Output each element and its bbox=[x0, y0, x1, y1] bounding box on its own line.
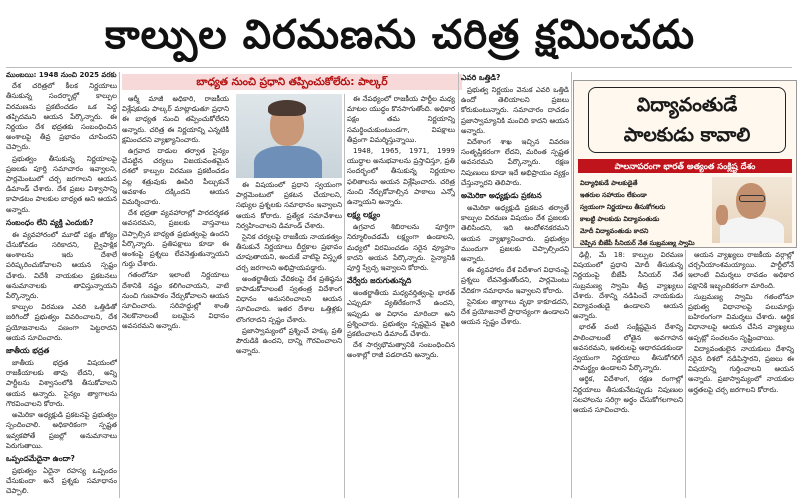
photo-hand bbox=[716, 205, 728, 225]
subheading: ఎవరి ఒత్తిడి? bbox=[461, 73, 501, 82]
paragraph: ఆర్మీ మాజీ అధికారి, రాజకీయ విశ్లేషకుడు పాల్కర్ మాట్లాడుతూ ప్రధాని ఈ బాధ్యత నుంచి తప్పించుకోలేరని అన్నారు. చరిత్ర ఈ నిర్ణయాన్ని ఎన్నటికీ క్షమించదని వ్యాఖ్యానించారు. bbox=[122, 95, 229, 144]
box-point: చెప్పిన బీజేపీ సీనియర్ నేత సుబ్రమణ్య స్వామి bbox=[580, 239, 695, 247]
photo-shirt bbox=[254, 146, 322, 178]
box-subheading: పాలనాపరంగా భారత్ అత్యంత సంక్లిష్ట దేశం bbox=[578, 159, 792, 173]
pull-quote bbox=[588, 87, 786, 153]
headline: కాల్పుల విరమణను చరిత్ర క్షమించదు bbox=[104, 12, 696, 58]
sub-headline: బాధ్యత నుంచి ప్రధాని తప్పించుకోలేరు: పాల్కర్ bbox=[122, 74, 462, 90]
paragraph: ఈ విషయంలో ప్రధాని స్వయంగా పార్లమెంటులో ప్రకటన చేయాలని, సభ్యుల ప్రశ్నలకు సమాధానం ఇవ్వాలని ఆయన కోరారు. ప్రత్యేక సమావేశాలు నిర్వహించాలని డిమాండ్ చేశారు. bbox=[236, 181, 342, 230]
paragraph: ఆయన వ్యాఖ్యలు రాజకీయ వర్గాల్లో చర్చనీయాంశమయ్యాయి. పార్టీలోనే ఇలాంటి విమర్శలు రావడం అధికార పక్షానికి ఇబ్బందికరంగా మారింది. bbox=[688, 251, 794, 290]
paragraph: ప్రభుత్వం తీసుకున్న నిర్ణయాలపై ప్రజలకు పూర్తి సమాచారం ఇవ్వాలని, పార్లమెంటులో చర్చ జరగాలని ఆయన డిమాండ్ చేశారు. దేశ ప్రజల విశ్వాసాన్ని కాపాడటం పాలకుల బాధ్యత అని ఆయన అన్నారు. bbox=[6, 154, 117, 214]
subheading: లక్ష్య లక్ష్యం bbox=[347, 210, 381, 220]
column-divider bbox=[571, 72, 572, 498]
quote-box bbox=[573, 80, 797, 248]
paragraph: సుబ్రమణ్య స్వామి గతంలోనూ ప్రభుత్వ విధానాలపై పలుమార్లు బహిరంగంగా విమర్శలు చేశారు. ఆర్థిక విధానాలపై ఆయన చేసిన వ్యాఖ్యలు అప్పట్లో సంచలనం సృష్టించాయి. bbox=[688, 292, 794, 342]
paragraph: అమెరికా అధ్యక్షుడి ప్రకటన తర్వాతే కాల్పుల విరమణ విషయం దేశ ప్రజలకు తెలిసిందని, ఇది ఆందోళనకరమని ఆయన వ్యాఖ్యానించారు. ప్రభుత్వం ముందుగా ప్రజలకు చెప్పాల్సిందని అన్నారు. bbox=[461, 204, 569, 264]
column-divider bbox=[685, 250, 686, 498]
column-divider bbox=[458, 72, 459, 498]
box-point: విద్యాధికుడే పాలకుడైతే bbox=[580, 179, 638, 187]
column-divider bbox=[344, 94, 345, 498]
subheading: అమెరికా అధ్యక్షుడు ప్రకటన bbox=[461, 191, 542, 201]
subheading: జాతీయ భద్రత bbox=[6, 346, 50, 356]
headline-rule bbox=[6, 67, 792, 68]
paragraph: జాతీయ భద్రత విషయంలో రాజకీయాలకు తావు లేదని, అన్ని పార్టీలను విశ్వాసంలోకి తీసుకోవాలని ఆయన అన్నారు. సైన్యం త్యాగాలను గౌరవించాలని కోరారు. bbox=[6, 359, 117, 408]
article-column-5 bbox=[461, 70, 569, 498]
paragraph: సైనికుల త్యాగాలు వృథా కాకూడదని, దేశ ప్రయోజనాలే ప్రాధాన్యంగా ఉండాలని ఆయన స్పష్టం చేశారు. bbox=[461, 297, 569, 327]
paragraph: దేశ చరిత్రలో కీలక నిర్ణయాలు తీసుకున్న సందర్భాల్లో కాల్పుల విరమణను ప్రకటించడం ఒక పెద్ద తప్పిదమని ఆయన పేర్కొన్నారు. ఈ నిర్ణయం దేశ భద్రతకు సంబంధించిన అంశాలపై తీవ్ర ప్రభావం చూపిందని చెప్పారు. bbox=[6, 82, 117, 152]
pull-quote-line: పాలకుడు కావాలి bbox=[623, 124, 751, 146]
paragraph: ఈ వ్యవహారం దేశ విదేశాంగ విధానంపై ప్రశ్నలు లేవనెత్తుతోందని, పార్లమెంటు వేదికగా సమాధానం ఇవ్వాలని కోరారు. bbox=[461, 266, 569, 295]
paragraph: అంతర్జాతీయ మధ్యవర్తిత్వంపై భారత్ ఎప్పుడూ వ్యతిరేకంగానే ఉందని, ఇప్పుడు ఆ విధానం మారిందా అని ప్రశ్నించారు. ప్రభుత్వం స్పష్టమైన వైఖరి ప్రకటించాలని డిమాండ్ చేశారు. bbox=[347, 289, 455, 339]
placeline: ముంబయి: 1948 నుంచి 2025 వరకు bbox=[6, 71, 117, 79]
article-column-1 bbox=[6, 70, 117, 498]
paragraph: దేశ భద్రతా వ్యవహారాల్లో పారదర్శకత అవసరమని, ప్రజలకు వాస్తవాలు చెప్పాల్సిన బాధ్యత ప్రభుత్వంపై ఉందని పేర్కొన్నారు. ప్రతిపక్షాలు కూడా ఈ అంశంపై ప్రశ్నలు లేవనెత్తుతున్నాయని గుర్తు చేశారు. bbox=[122, 209, 229, 269]
box-point: కాబట్టి పాలకుడు విద్యావంతుడు bbox=[580, 215, 660, 223]
column-divider bbox=[119, 72, 120, 498]
box-points bbox=[580, 177, 706, 248]
subheading: వేర్వేరు జరుగుతున్నది bbox=[347, 276, 412, 286]
paragraph: ప్రజాస్వామ్యంలో ప్రశ్నించే హక్కు ప్రతి పౌరుడికి ఉందని, దాన్ని గౌరవించాలని అన్నారు. bbox=[236, 326, 342, 356]
paragraph: అమెరికా అధ్యక్షుడి ప్రకటనపై ప్రభుత్వం స్పందించాలి. అధికారికంగా స్పష్టత ఇవ్వకపోతే ప్రజల్లో అనుమానాలు పెరుగుతాయి. bbox=[6, 411, 117, 450]
photo-shirt bbox=[720, 217, 784, 243]
paragraph: గతంలోనూ ఇలాంటి నిర్ణయాలు దేశానికి నష్టం కలిగించాయని, వాటి నుంచి గుణపాఠం నేర్చుకోవాలని ఆయన సూచించారు. సరిహద్దుల్లో శాంతి నెలకొనాలంటే బలమైన విధానం అవసరమని అన్నారు. bbox=[122, 271, 229, 331]
paragraph: దేశ సార్వభౌమత్వానికి సంబంధించిన అంశాల్లో రాజీ పడరాదని అన్నారు. bbox=[347, 341, 455, 360]
box-point: ఇతరుల సహాయం లేకుండా bbox=[580, 191, 647, 199]
paragraph: భారత్ వంటి సంక్లిష్టమైన దేశాన్ని పాలించాలంటే లోతైన అవగాహన అవసరమని, ఇతరులపై ఆధారపడకుండా స్వయంగా నిర్ణయాలు తీసుకోగలిగే సామర్థ్యం ఉండాలని పేర్కొన్నారు. bbox=[573, 323, 683, 373]
article-column-4 bbox=[347, 94, 455, 500]
article-column-7 bbox=[688, 250, 794, 500]
subheading: సంబంధం లేని వ్యక్తి ఎందుకు? bbox=[6, 217, 94, 227]
box-point: మోదీ విద్యావంతుడు కాదని bbox=[580, 227, 649, 235]
article-column-2 bbox=[122, 94, 229, 500]
paragraph: ఈ వ్యవహారంలో మూడో పక్షం జోక్యం చేసుకోవడం సరికాదని, ద్వైపాక్షిక అంశాలను ఇరు దేశాలే పరిష్కరించుకోవాలని ఆయన స్పష్టం చేశారు. విదేశీ నాయకుల ప్రకటనలు అనుమానాలకు తావిస్తున్నాయని పేర్కొన్నారు. bbox=[6, 230, 117, 301]
paragraph: విదేశాంగ శాఖ ఇచ్చిన వివరణ సంతృప్తికరంగా లేదని, మరింత స్పష్టత అవసరమని పేర్కొన్నారు. రక్షణ నిపుణులు కూడా ఇదే అభిప్రాయం వ్యక్తం చేస్తున్నారని తెలిపారు. bbox=[461, 138, 569, 187]
article-column-6 bbox=[573, 250, 683, 500]
paragraph: 1948, 1965, 1971, 1999 యుద్ధాల అనుభవాలను ప్రస్తావిస్తూ, ప్రతి సందర్భంలో తీసుకున్న నిర్ణయాల ఫలితాలను ఆయన విశ్లేషించారు. చరిత్ర నుంచి నేర్చుకోవాల్సిన పాఠాలు ఎన్నో ఉన్నాయని అన్నారు. bbox=[347, 147, 455, 207]
photo-hair bbox=[268, 100, 306, 116]
article-column-3 bbox=[236, 180, 342, 500]
portrait-photo bbox=[236, 94, 342, 178]
paragraph: ఉగ్రవాద శిబిరాలను పూర్తిగా నిర్మూలించడమే లక్ష్యంగా ఉండాలని, మధ్యలో విరమించడం సరైన వ్యూహం కాదని ఆయన పేర్కొన్నారు. సైన్యానికి పూర్తి స్వేచ్ఛ ఇవ్వాలని కోరారు. bbox=[347, 223, 455, 273]
speaker-photo bbox=[712, 177, 792, 243]
box-point: స్వయంగా నిర్ణయాలు తీసుకోగలరు bbox=[580, 203, 666, 211]
pull-quote-line: విద్యావంతుడే bbox=[636, 94, 738, 116]
photo-glasses bbox=[739, 195, 765, 202]
paragraph: ప్రభుత్వ నిర్ణయం వెనుక ఎవరి ఒత్తిడి ఉందో తెలియాలని ప్రజలు కోరుకుంటున్నారు. సమాచారం దాచడం ప్రజాస్వామ్యానికి మంచిది కాదని ఆయన అన్నారు. bbox=[461, 86, 569, 135]
paragraph: ఈ నేపథ్యంలో రాజకీయ పార్టీల మధ్య మాటల యుద్ధం కొనసాగుతోంది. అధికార పక్షం తమ నిర్ణయాన్ని సమర్థించుకుంటుండగా, విపక్షాలు తీవ్రంగా విమర్శిస్తున్నాయి. bbox=[347, 95, 455, 144]
paragraph: కాల్పుల విరమణ ఎవరి ఒత్తిడితో జరిగిందో ప్రభుత్వం వివరించాలని, దేశ ప్రయోజనాలను పణంగా పెట్టరాదని ఆయన సూచించారు. bbox=[6, 303, 117, 342]
paragraph: సైనిక చర్యలపై రాజకీయ నాయకత్వం తీసుకునే నిర్ణయాలు దీర్ఘకాల ప్రభావం చూపుతాయని, అందుకే వాటిపై విస్తృత చర్చ జరగాలని అభిప్రాయపడ్డారు. bbox=[236, 233, 342, 272]
paragraph: ప్రభుత్వం ఏదైనా రహస్య ఒప్పందం చేసుకుందా అనే ప్రశ్నకు సమాధానం చెప్పాలి. bbox=[6, 466, 117, 496]
paragraph: అంతర్జాతీయ వేదికలపై దేశ ప్రతిష్ఠను కాపాడుకోవాలంటే స్వతంత్ర విదేశాంగ విధానం అనుసరించాలని ఆయన సూచించారు. ఇతర దేశాల ఒత్తిళ్లకు లొంగరాదని స్పష్టం చేశారు. bbox=[236, 274, 342, 324]
paragraph: ఢిల్లీ, మే 18: కాల్పుల విరమణ విషయంలో ప్రధాని మోదీ తీసుకున్న నిర్ణయంపై బీజేపీ సీనియర్ నేత సుబ్రమణ్య స్వామి తీవ్ర వ్యాఖ్యలు చేశారు. దేశాన్ని నడిపించే నాయకుడు విద్యావంతుడై ఉండాలని ఆయన అన్నారు. bbox=[573, 251, 683, 321]
subheading: ఒప్పందమేదైనా ఉందా? bbox=[6, 453, 75, 463]
paragraph: ఆర్థిక, విదేశాంగ, రక్షణ రంగాల్లో నిర్ణయాలు తీసుకునేటప్పుడు నిపుణుల సలహాలను సరిగ్గా అర్థం చేసుకోగలగాలని ఆయన సూచించారు. bbox=[573, 375, 683, 415]
paragraph: విద్యావంతులైన నాయకులు దేశాన్ని సరైన దిశలో నడిపిస్తారని, ప్రజలు ఈ విషయాన్ని గుర్తించాలని ఆయన అన్నారు. ప్రజాస్వామ్యంలో నాయకుల అర్హతలపై చర్చ జరగాలని కోరారు. bbox=[688, 344, 794, 394]
paragraph: ఉగ్రవాద దాడుల తర్వాత సైన్యం చేపట్టిన చర్యలు విజయవంతమైన దశలో కాల్పుల విరమణ ప్రకటించడం వల్ల శత్రువుకు ఊపిరి పీల్చుకునే అవకాశం దక్కిందని ఆయన విమర్శించారు. bbox=[122, 147, 229, 207]
